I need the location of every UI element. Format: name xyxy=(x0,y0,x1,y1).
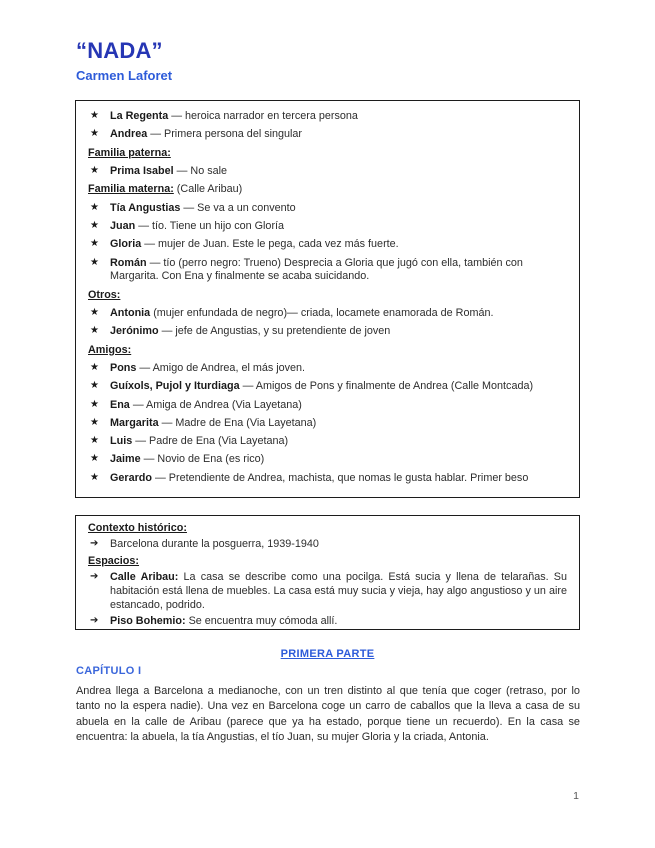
section-heading: Otros: xyxy=(88,288,121,301)
page-number: 1 xyxy=(573,790,579,802)
character-desc: — Madre de Ena (Via Layetana) xyxy=(161,416,317,429)
character-desc: — Amigos de Pons y finalmente de Andrea (Calle Montcada) xyxy=(242,380,534,393)
star-bullet-icon: ★ xyxy=(90,256,99,268)
character-name: Jaime xyxy=(110,453,141,466)
list-item xyxy=(88,307,567,321)
character-name: Guíxols, Pujol y Iturdiaga xyxy=(110,380,240,393)
list-item xyxy=(88,571,567,612)
arrow-bullet-icon: ➔ xyxy=(90,570,99,582)
character-name: Tía Angustias xyxy=(110,201,181,214)
character-name: Ena xyxy=(110,398,130,411)
character-desc: — Primera persona del singular xyxy=(150,128,303,141)
star-bullet-icon: ★ xyxy=(90,361,99,373)
item-name: Piso Bohemio: xyxy=(110,614,186,627)
star-bullet-icon: ★ xyxy=(90,416,99,428)
context-box xyxy=(75,515,580,630)
star-bullet-icon: ★ xyxy=(90,110,99,121)
character-name: Jerónimo xyxy=(110,325,159,338)
list-item xyxy=(88,238,567,252)
character-desc: — jefe de Angustias, y su pretendiente de joven xyxy=(161,325,391,338)
list-item xyxy=(88,615,567,629)
star-bullet-icon: ★ xyxy=(90,325,99,337)
character-name: Juan xyxy=(110,219,136,232)
star-bullet-icon: ★ xyxy=(90,128,99,140)
character-name: Pons xyxy=(110,361,137,374)
part-title: PRIMERA PARTE xyxy=(280,648,375,660)
list-item xyxy=(88,325,567,339)
character-desc: — Amigo de Andrea, el más joven. xyxy=(139,361,306,374)
character-name: Gloria xyxy=(110,238,142,251)
list-item xyxy=(88,220,567,234)
character-desc: — Amiga de Andrea (Via Layetana) xyxy=(132,398,302,411)
character-name: La Regenta xyxy=(110,110,169,122)
character-name: Prima Isabel xyxy=(110,164,174,177)
star-bullet-icon: ★ xyxy=(90,219,99,231)
character-name: Margarita xyxy=(110,416,159,429)
character-name: Antonia xyxy=(110,306,151,319)
character-name: Luis xyxy=(110,435,133,448)
item-desc: La casa se describe como una pocilga. Está sucia y llena de telarañas. Su habitación está llena de muebles. La casa está muy sucia y vieja, hay algo angustioso y un aire estancado, podrido. xyxy=(110,570,568,611)
list-item xyxy=(88,110,567,124)
star-bullet-icon: ★ xyxy=(90,164,99,176)
chapter-title: CAPÍTULO I xyxy=(76,665,142,677)
character-name: Román xyxy=(110,256,147,269)
chapter-paragraph: Andrea llega a Barcelona a medianoche, con un tren distinto al que tenía que coger (retraso, por lo tanto no la espera nadie). Una vez en Barcelona coge un carro de caballos que la lleva a casa de su abuela en la calle de Aribau (parece que ya ha estado, porque tiene un recuerdo). En la casa se encuentra: la abuela, la tía Angustias, el tío Juan, su mujer Gloria y la criada, Antonia. xyxy=(76,685,580,744)
star-bullet-icon: ★ xyxy=(90,380,99,392)
star-bullet-icon: ★ xyxy=(90,471,99,483)
character-desc: — Padre de Ena (Via Layetana) xyxy=(135,435,289,448)
section-heading: Contexto histórico: xyxy=(88,522,187,534)
arrow-bullet-icon: ➔ xyxy=(90,614,99,626)
character-desc: — tío. Tiene un hijo con Gloría xyxy=(138,219,285,232)
character-desc: — Novio de Ena (es rico) xyxy=(143,453,265,466)
star-bullet-icon: ★ xyxy=(90,435,99,447)
character-desc: — Se va a un convento xyxy=(183,201,296,214)
section-heading: Amigos: xyxy=(88,343,132,356)
character-desc: (mujer enfundada de negro)— criada, locamete enamorada de Román. xyxy=(153,306,494,319)
characters-box xyxy=(75,100,580,498)
list-item xyxy=(88,128,567,142)
star-bullet-icon: ★ xyxy=(90,201,99,213)
item-desc: Barcelona durante la posguerra, 1939-1940 xyxy=(110,538,319,551)
character-name: Gerardo xyxy=(110,471,153,484)
section-heading: Familia materna: (Calle Aribau) xyxy=(88,183,243,196)
list-item xyxy=(88,362,567,376)
star-bullet-icon: ★ xyxy=(90,453,99,465)
list-item xyxy=(88,472,567,486)
list-item xyxy=(88,257,567,285)
list-item xyxy=(88,417,567,431)
arrow-bullet-icon: ➔ xyxy=(90,538,99,550)
list-item xyxy=(88,538,567,552)
author-name: Carmen Laforet xyxy=(76,68,173,83)
page-title: “NADA” xyxy=(76,38,163,63)
section-heading: Espacios: xyxy=(88,554,140,567)
list-item xyxy=(88,399,567,413)
list-item xyxy=(88,165,567,179)
character-name: Andrea xyxy=(110,128,148,141)
character-desc: — heroica narrador en tercera persona xyxy=(171,110,358,122)
item-name: Calle Aribau: xyxy=(110,570,179,583)
list-item xyxy=(88,453,567,467)
character-desc: — mujer de Juan. Este le pega, cada vez más fuerte. xyxy=(144,238,399,251)
character-desc: — No sale xyxy=(176,164,228,177)
list-item xyxy=(88,380,567,394)
list-item xyxy=(88,202,567,216)
list-item xyxy=(88,435,567,449)
star-bullet-icon: ★ xyxy=(90,238,99,250)
section-heading: Familia paterna: xyxy=(88,146,171,159)
star-bullet-icon: ★ xyxy=(90,398,99,410)
character-desc: — Pretendiente de Andrea, machista, que nomas le gusta hablar. Primer beso xyxy=(155,471,529,484)
item-desc: Se encuentra muy cómoda allí. xyxy=(188,614,338,627)
character-desc: — tío (perro negro: Trueno) Desprecia a Gloria que jugó con ella, también con Margarita. Con Ena y finalmente se acaba suicidando. xyxy=(110,256,523,283)
star-bullet-icon: ★ xyxy=(90,306,99,318)
